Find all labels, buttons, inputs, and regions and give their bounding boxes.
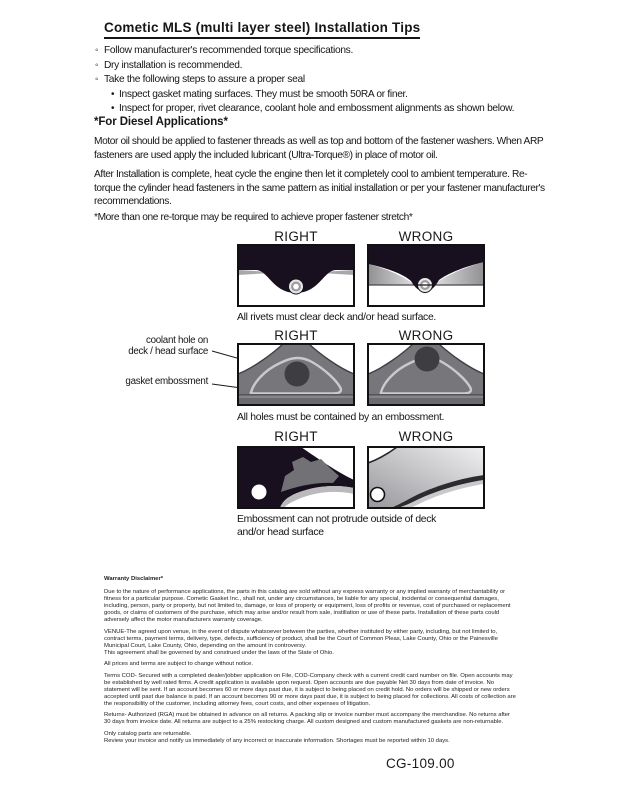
legal-paragraph: This agreement shall be governed by and construed under the laws of the State of Ohio.: [104, 649, 334, 656]
legal-paragraph: Due to the nature of performance applications, the parts in this catalog are sold without any express warranty or any implied warranty of merchantability or fitness for a particular purpose. Cometic Gasket Inc., shall not, under any circumstances, be liable for any special, incidental or consequential damages, including, person, party or property, but not limited to, damage, or loss of property or equipment, loss of profits or revenue, cost of purchased or replacement goods, or claims of customers of the purchase, which may arise and/or result from sale, instillation or use of these parts. Installation of these parts could adversely affect the motor manufacturers warranty coverage.: [104, 589, 511, 623]
wrong-column-label: WRONG: [398, 328, 454, 343]
list-item: [95, 59, 585, 74]
coolant-hole-label: [100, 336, 208, 357]
list-item: [95, 88, 585, 103]
right-column-label: RIGHT: [274, 229, 318, 244]
list-item-text: • Inspect for proper, rivet clearance, coolant hole and embossment alignments as shown below.: [119, 103, 515, 115]
embossment-protruding-illustration: [367, 446, 485, 509]
rivet-clear-illustration: [237, 244, 355, 307]
legal-paragraph: Returns- Authorized (RGA) must be obtained in advance on all returns. A packing slip or invoice number must accompany the merchandise. No returns after 30 days from invoice date. All returns are subject to a 25% restocking charge. All custom designed and custom manufactured gaskets are non-returnable.: [104, 712, 511, 725]
embossment-caption-line2: and/or head surface: [237, 526, 324, 538]
retorque-note: *More than one re-torque may be required to achieve proper fastener stretch*: [94, 212, 413, 223]
wrong-column-label: WRONG: [398, 229, 454, 244]
legal-paragraph: All prices and terms are subject to change without notice.: [104, 661, 253, 667]
page-title: Cometic MLS (multi layer steel) Installation Tips: [104, 20, 420, 39]
diagram-embossment-right: [237, 446, 355, 509]
diesel-paragraph: Motor oil should be applied to fastener threads as well as top and bottom of the fastener washers. When ARP fasteners are used apply the included lubricant (Ultra-Torque®) in place of motor oil.: [94, 136, 544, 161]
rivet-interference-illustration: [367, 244, 485, 307]
diagram-rivet-wrong: [367, 244, 485, 307]
warranty-disclaimer-heading: Warranty Disclaimer*: [104, 576, 164, 582]
warranty-disclaimer-block: [104, 576, 518, 749]
diesel-applications-heading: *For Diesel Applications*: [94, 116, 228, 128]
installation-tips-list: [95, 44, 585, 117]
diagram-hole-right: [237, 343, 355, 406]
embossment-caption: [237, 514, 537, 539]
diagram-rivet-right: [237, 244, 355, 307]
hole-outside-embossment-illustration: [367, 343, 485, 406]
list-item: [95, 73, 585, 88]
gasket-embossment-label: gasket embossment: [125, 376, 208, 387]
list-item-text: ◦ Follow manufacturer's recommended torque specifications.: [104, 45, 354, 56]
hole-caption: All holes must be contained by an embossment.: [237, 412, 445, 423]
legal-paragraph: Review your invoice and notify us immediately of any incorrect or inaccurate information. Shortages must be reported within 10 days.: [104, 737, 450, 744]
list-item-text: ◦ Dry installation is recommended.: [104, 59, 243, 71]
right-column-label: RIGHT: [274, 429, 318, 444]
legal-paragraph: Only catalog parts are returnable.: [104, 730, 192, 737]
legal-paragraph: Terms COD- Secured with a completed dealer/jobber application on File, COD-Company check with a current credit card number on file. Open accounts may be established by well rated firms. A credit application is available upon request. Open accounts are due payable Net 30 days from date of invoice. No statement will be sent. If an account becomes 60 or more days past due, it is subject to being placed on credit hold. No orders will be shipped or new orders accepted until past due balance is paid. If an account becomes 90 or more days past due, it is subject to being placed for collections. All costs of collection are the responsibility of the customer, including attorney fees, court costs, and other expenses of litigation.: [104, 672, 516, 707]
rivet-caption: All rivets must clear deck and/or head surface.: [237, 312, 437, 323]
list-item-text: ◦ Take the following steps to assure a proper seal: [104, 74, 305, 86]
list-item-text: • Inspect gasket mating surfaces. They must be smooth 50RA or finer.: [119, 88, 408, 100]
coolant-hole-label-line2: deck / head surface: [128, 345, 208, 357]
diagram-hole-wrong: [367, 343, 485, 406]
legal-paragraph: VENUE-The agreed upon venue, in the event of dispute whatsoever between the parties, whether instituted by either party, including, but not limited to, contract terms, payment terms, delivery, type, defects, sufficiency of product, shall be the Court of Common Pleas, Lake County, Ohio or the Painesville Municipal Court, Lake County, Ohio, depending on the amount in controversy.: [104, 628, 498, 649]
diagram-embossment-wrong: [367, 446, 485, 509]
embossment-inside-deck-illustration: [237, 446, 355, 509]
list-item: [95, 102, 585, 117]
doc-number: CG-109.00: [386, 756, 455, 771]
right-column-label: RIGHT: [274, 328, 318, 343]
hole-inside-embossment-illustration: [237, 343, 355, 406]
coolant-hole-label-line1: coolant hole on: [146, 335, 208, 346]
diesel-paragraph: After Installation is complete, heat cycle the engine then let it completely cool to ambient temperature. Re-torque the cylinder head fasteners in the same pattern as initial installation or per your fastener manufacturer's recommendations.: [94, 169, 545, 208]
list-item: [95, 44, 585, 59]
wrong-column-label: WRONG: [398, 429, 454, 444]
embossment-caption-line1: Embossment can not protrude outside of deck: [237, 514, 437, 525]
